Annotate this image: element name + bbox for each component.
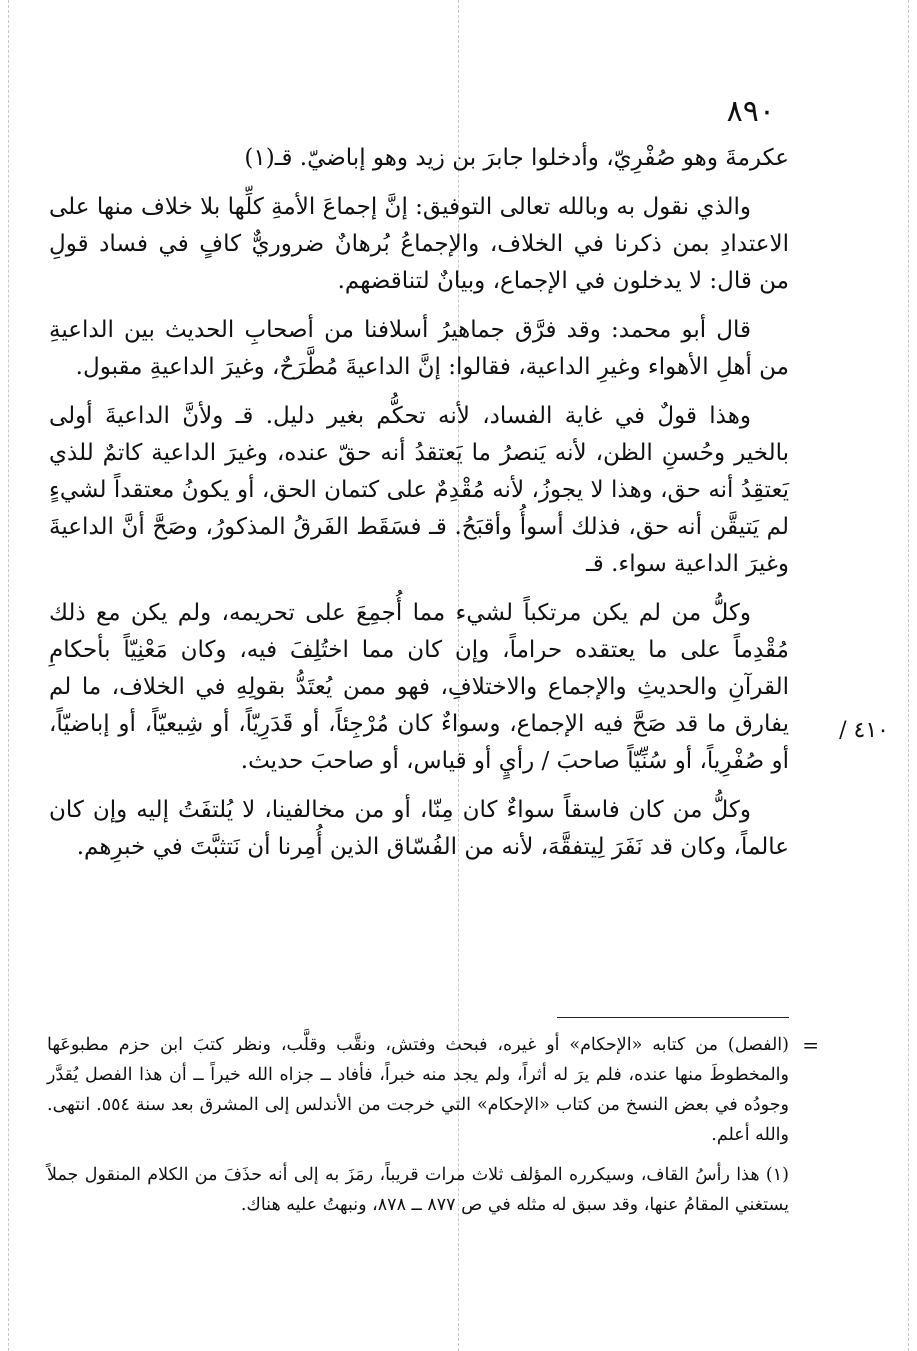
paragraph: قال أبو محمد: وقد فرَّق جماهيرُ أسلافنا من أصحابِ الحديث بين الداعيةِ من أهلِ الأهواء وغيرِ الداعية، فقالوا: إنَّ الداعيةَ مُطَّرَحٌ، وغيرَ الداعيةِ مقبول. [49,317,789,380]
footnotes [47,1030,819,1230]
paragraph: عكرمةَ وهو صُفْرِيّ، وأدخلوا جابرَ بن زيد وهو إباضيّ. قـ(١) [244,145,789,171]
margin-page-reference: / ٤١٠ [839,718,889,743]
footnote: (١) هذا رأسُ القاف، وسيكرره المؤلف ثلاث مرات قريباً، رمَزَ به إلى أنه حذَفَ من الكلام المنقول جملاً يستغني المقامُ عنها، وقد سبق له مثله في ص ٨٧٧ ــ ٨٧٨، ونبهتُ عليه هناك. [47,1165,789,1215]
footnote-continuation-mark: = [802,1033,819,1057]
paragraph: وكلُّ من لم يكن مرتكباً لشيء مما أُجمِعَ على تحريمه، ولم يكن مع ذلك مُقْدِماً على ما يعتقده حراماً، وإن كان مما اختُلِفَ فيه، وكان مَعْنِيّاً بأحكامِ القرآنِ والحديثِ والإجماع والاختلافِ، فهو ممن يُعتَدُّ بقولِهِ في الخلاف، ما لم يفارق ما قد صَحَّ فيه الإجماع، وسواءٌ كان مُرْجِئاً، أو قَدَرِيّاً، أو شِيعيّاً، أو إباضيّاً، أو صُفْرِياً، أو سُنِّيّاً صاحبَ / رأيٍ أو قياس، أو صاحبَ حديث. [49,600,789,774]
gutter-line [908,0,909,1351]
page-number: ٨٩٠ [726,94,775,129]
paragraph: وهذا قولٌ في غاية الفساد، لأنه تحكُّم بغير دليل. قـ ولأنَّ الداعيةَ أولى بالخير وحُسنِ الظن، لأنه يَنصرُ ما يَعتقدُ أنه حقّ عنده، وغيرَ الداعية كاتمٌ للذي يَعتقِدُ أنه حق، وهذا لا يجوزُ، لأنه مُقْدِمٌ على كتمان الحق، أو يكونُ معتقداً لشيءٍ لم يَتيقَّن أنه حق، فذلك أسوأُ وأقبَحُ. قـ فسَقَط الفَرقُ المذكورُ، وصَحَّ أنَّ الداعيةَ وغيرَ الداعية سواء. قـ [49,403,789,577]
paragraph: وكلُّ من كان فاسقاً سواءٌ كان مِنّا، أو من مخالفينا، لا يُلتفَتُ إليه وإن كان عالماً، وكان قد نَفَرَ لِيتفقَّهَ، لأنه من الفُسّاق الذين أُمِرنا أن نَتثبَّتَ في خبرِهم. [49,797,789,860]
footnote-separator [557,1017,789,1018]
paragraph: والذي نقول به وبالله تعالى التوفيق: إنَّ إجماعَ الأمةِ كلِّها بلا خلاف منها على الاعتدادِ بمن ذكرنا في الخلاف، والإجماعُ بُرهانٌ ضروريٌّ كافٍ في فساد قولِ من قال: لا يدخلون في الإجماع، وبيانٌ لتناقضهم. [49,194,789,294]
main-body [49,140,789,878]
footnote: (الفصل) من كتابه «الإحكام» أو غيره، فبحث وفتش، ونقَّب وقلَّب، ونظر كتبَ ابن حزم مطبوعَها والمخطوطَ منها عنده، فلم يرَ له أثراً، ولم يجد منه خبراً، فأفاد ــ جزاه الله خيراً ــ أن هذا الفصل يُقدَّر وجودُه في بعض النسخ من كتاب «الإحكام» التي خرجت من الأندلس إلى المشرق بعد سنة ٥٥٤. انتهى. والله أعلم. [47,1035,789,1145]
gutter-line [8,0,9,1351]
